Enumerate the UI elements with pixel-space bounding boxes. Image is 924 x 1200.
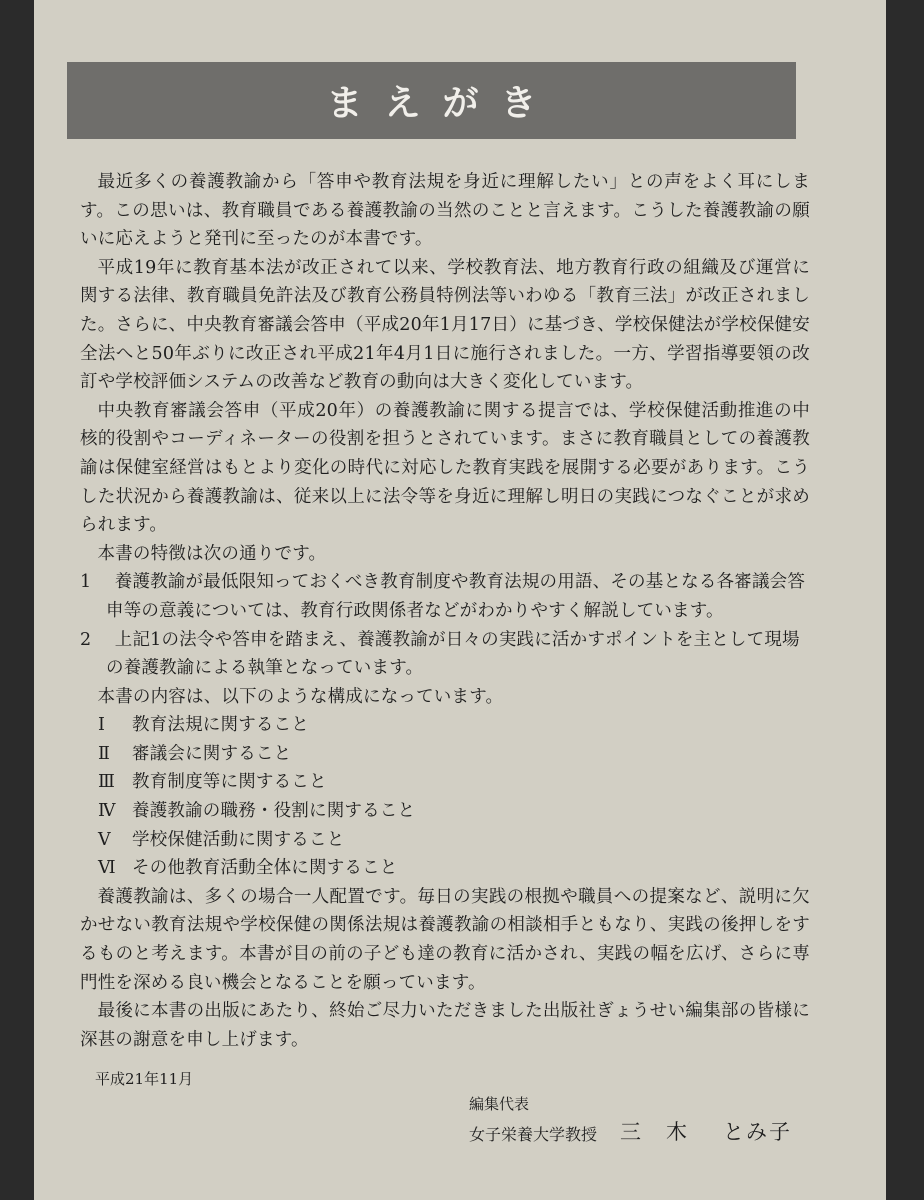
paragraph: 本書の特徴は次の通りです。: [97, 543, 327, 564]
contents-item: [80, 854, 810, 883]
contents-text: 養護教諭の職務・役割に関すること: [132, 801, 416, 822]
document-page: [34, 0, 886, 1200]
contents-number: Ⅴ: [98, 829, 111, 850]
title-bar: [67, 62, 796, 139]
paragraph: 中央教育審議会答申（平成20年）の養護教諭に関する提言では、学校保健活動推進の中核的役割やコーディネーターの役割を担うとされています。まさに教育職員としての養護教諭は保健室経営はもとより変化の時代に対応した教育実践を展開する必要があります。こうした状況から養護教諭は、従来以上に法令等を身近に理解し明日の実践につなぐことが求められます。: [80, 400, 810, 536]
feature-item: [80, 568, 810, 625]
paragraph: 最近多くの養護教諭から「答申や教育法規を身近に理解したい」との声をよく耳にします。この思いは、教育職員である養護教諭の当然のことと言えます。こうした養護教諭の願いに応えようと発刊に至ったのが本書です。: [80, 172, 810, 250]
contents-number: Ⅰ: [98, 715, 106, 736]
contents-text: 審議会に関すること: [132, 743, 292, 764]
paragraph: 最後に本書の出版にあたり、終始ご尽力いただきました出版社ぎょうせい編集部の皆様に深甚の謝意を申し上げます。: [80, 1001, 810, 1050]
contents-item: [80, 740, 810, 769]
page-title: まえがき: [326, 83, 559, 124]
paragraph: 養護教諭は、多くの場合一人配置です。毎日の実践の根拠や職員への提案など、説明に欠かせない教育法規や学校保健の関係法規は養護教諭の相談相手ともなり、実践の後押しをするものと考えます。本書が目の前の子ども達の教育に活かされ、実践の幅を広げ、さらに専門性を深める良い機会となることを願っています。: [80, 886, 810, 993]
contents-text: その他教育活動全体に関すること: [132, 858, 398, 879]
contents-number: Ⅱ: [98, 743, 111, 764]
contents-text: 教育制度等に関すること: [132, 772, 327, 793]
date: 平成21年11月: [95, 1070, 194, 1088]
feature-text: 上記1の法令や答申を踏まえ、養護教諭が日々の実践に活かすポイントを主として現場の養護教諭による執筆となっています。: [106, 629, 800, 679]
contents-number: Ⅳ: [98, 801, 116, 822]
feature-item: [80, 626, 810, 683]
paragraph: 平成19年に教育基本法が改正されて以来、学校教育法、地方教育行政の組織及び運営に関する法律、教育職員免許法及び教育公務員特例法等いわゆる「教育三法」が改正されました。さらに、中央教育審議会答申（平成20年1月17日）に基づき、学校保健法が学校保健安全法へと50年ぶりに改正され平成21年4月1日に施行されました。一方、学習指導要領の改訂や学校評価システムの改善など教育の動向は大きく変化しています。: [80, 257, 810, 393]
feature-number: 2: [80, 629, 92, 650]
contents-item: [80, 711, 810, 740]
editor-label: 編集代表: [469, 1095, 530, 1113]
contents-number: Ⅲ: [98, 772, 116, 793]
contents-item: [80, 797, 810, 826]
author-family-name: 三 木: [620, 1120, 689, 1144]
contents-number: Ⅵ: [98, 858, 116, 879]
feature-text: 養護教諭が最低限知っておくべき教育制度や教育法規の用語、その基となる各審議会答申等の意義については、教育行政関係者などがわかりやすく解説しています。: [106, 572, 806, 621]
contents-item: [80, 826, 810, 855]
author-name: [620, 1116, 792, 1146]
contents-text: 教育法規に関すること: [132, 715, 309, 736]
contents-text: 学校保健活動に関すること: [132, 829, 345, 850]
contents-intro: 本書の内容は、以下のような構成になっています。: [97, 686, 504, 707]
body-text: [80, 168, 810, 1054]
author-given-name: とみ子: [723, 1120, 792, 1144]
author-affiliation: 女子栄養大学教授: [469, 1125, 598, 1144]
contents-list: [80, 711, 810, 883]
contents-item: [80, 768, 810, 797]
feature-number: 1: [80, 572, 92, 593]
